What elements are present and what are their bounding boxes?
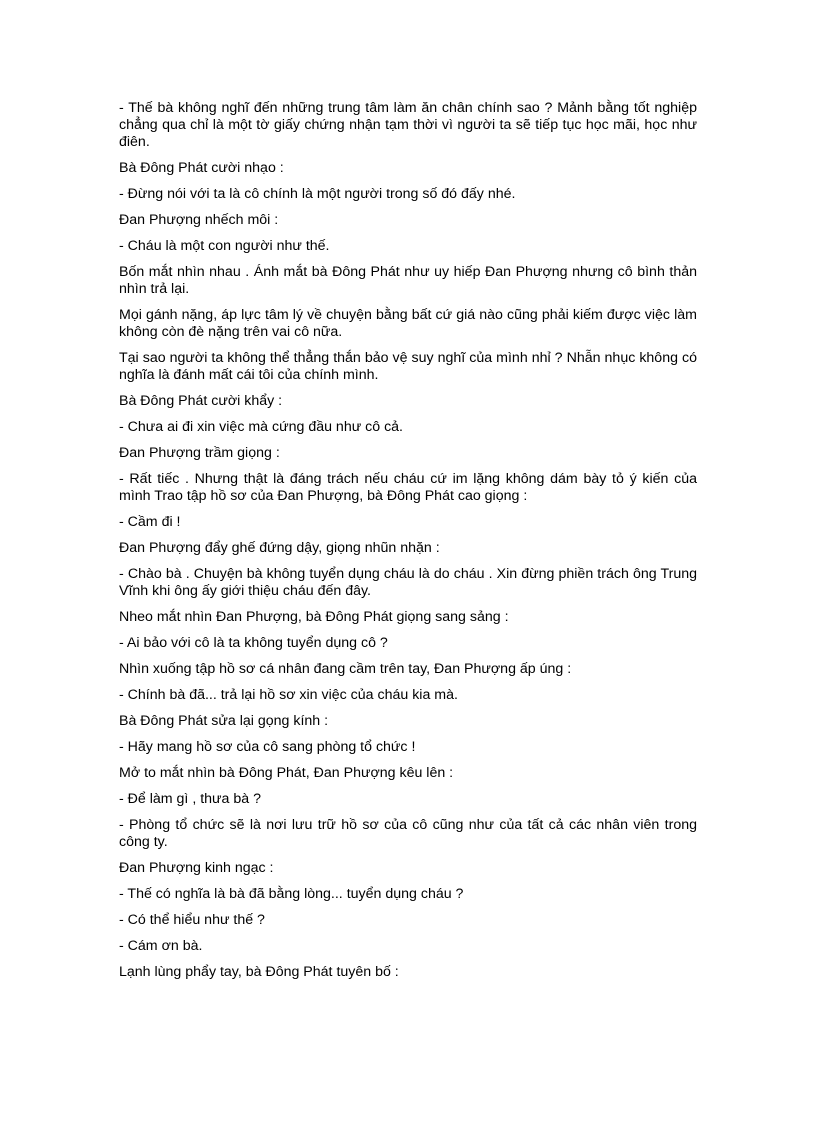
paragraph: Bốn mắt nhìn nhau . Ánh mắt bà Đông Phát như uy hiếp Đan Phượng nhưng cô bình thản nhìn trả lại.: [119, 264, 697, 297]
paragraph: - Thế bà không nghĩ đến những trung tâm làm ăn chân chính sao ? Mảnh bằng tốt nghiệp chẳng qua chỉ là một tờ giấy chứng nhận tạm thời vì người ta sẽ tiếp tục học mãi, học như điên.: [119, 100, 697, 150]
paragraph: - Cầm đi !: [119, 514, 181, 530]
paragraph: - Phòng tổ chức sẽ là nơi lưu trữ hồ sơ của cô cũng như của tất cả các nhân viên trong công ty.: [119, 817, 697, 850]
paragraph: - Chào bà . Chuyện bà không tuyển dụng cháu là do cháu . Xin đừng phiền trách ông Trung Vĩnh khi ông ấy giới thiệu cháu đến đây.: [119, 566, 697, 599]
paragraph: - Cám ơn bà.: [119, 938, 203, 954]
paragraph: Tại sao người ta không thể thẳng thắn bảo vệ suy nghĩ của mình nhỉ ? Nhẫn nhục không có nghĩa là đánh mất cái tôi của chính mình.: [119, 350, 697, 383]
paragraph: - Để làm gì , thưa bà ?: [119, 791, 261, 807]
paragraph: Bà Đông Phát sửa lại gọng kính :: [119, 713, 329, 729]
paragraph: Nheo mắt nhìn Đan Phượng, bà Đông Phát giọng sang sảng :: [119, 609, 509, 625]
paragraph: - Rất tiếc . Nhưng thật là đáng trách nếu cháu cứ im lặng không dám bày tỏ ý kiến của mình Trao tập hồ sơ của Đan Phượng, bà Đông Phát cao giọng :: [119, 471, 697, 504]
paragraph: Bà Đông Phát cười khẩy :: [119, 393, 283, 409]
paragraph: Đan Phượng đẩy ghế đứng dậy, giọng nhũn nhặn :: [119, 540, 440, 556]
paragraph: Mọi gánh nặng, áp lực tâm lý về chuyện bằng bất cứ giá nào cũng phải kiếm được việc làm không còn đè nặng trên vai cô nữa.: [119, 307, 697, 340]
paragraph: Đan Phượng kinh ngạc :: [119, 860, 274, 876]
paragraph: Đan Phượng nhếch môi :: [119, 212, 279, 228]
paragraph: - Có thể hiểu như thế ?: [119, 912, 265, 928]
paragraph: Lạnh lùng phẩy tay, bà Đông Phát tuyên bố :: [119, 964, 399, 980]
paragraph: - Cháu là một con người như thế.: [119, 238, 330, 254]
paragraph: Nhìn xuống tập hồ sơ cá nhân đang cầm trên tay, Đan Phượng ấp úng :: [119, 661, 572, 677]
document-page: [119, 100, 697, 990]
paragraph: - Chính bà đã... trả lại hồ sơ xin việc của cháu kia mà.: [119, 687, 458, 703]
paragraph: - Ai bảo với cô là ta không tuyển dụng cô ?: [119, 635, 388, 651]
paragraph: Mở to mắt nhìn bà Đông Phát, Đan Phượng kêu lên :: [119, 765, 454, 781]
paragraph: Bà Đông Phát cười nhạo :: [119, 160, 284, 176]
paragraph: - Hãy mang hồ sơ của cô sang phòng tổ chức !: [119, 739, 416, 755]
paragraph: - Chưa ai đi xin việc mà cứng đầu như cô cả.: [119, 419, 403, 435]
paragraph: Đan Phượng trầm giọng :: [119, 445, 280, 461]
paragraph: - Thế có nghĩa là bà đã bằng lòng... tuyển dụng cháu ?: [119, 886, 464, 902]
paragraph: - Đừng nói với ta là cô chính là một người trong số đó đấy nhé.: [119, 186, 516, 202]
